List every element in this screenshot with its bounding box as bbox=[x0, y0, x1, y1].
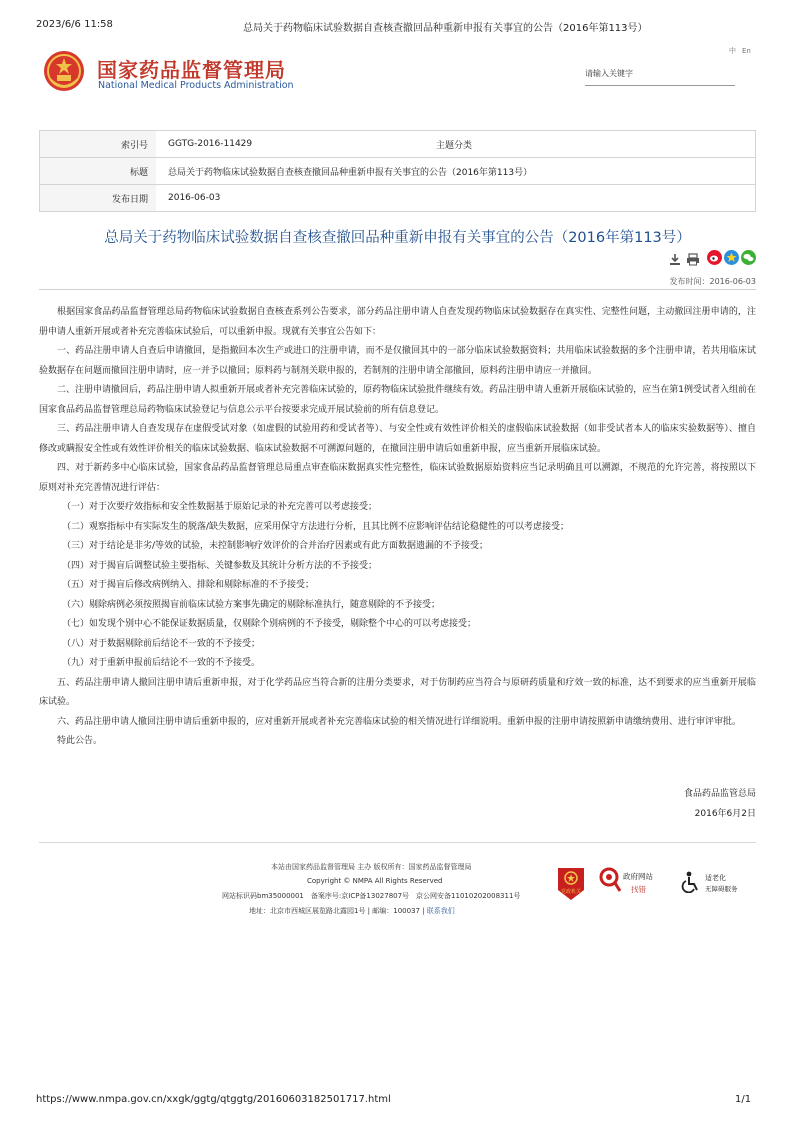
list-item: （六）剔除病例必须按照揭盲前临床试验方案事先确定的剔除标准执行，随意剔除的不予接受； bbox=[62, 599, 441, 610]
gov-website-error-report[interactable] bbox=[599, 867, 653, 897]
contact-us-link[interactable]: 联系我们 bbox=[426, 907, 455, 915]
party-government-badge-icon[interactable] bbox=[556, 866, 586, 902]
category-label: 主题分类 bbox=[436, 140, 473, 151]
accessibility-label: 适老化 bbox=[705, 874, 726, 882]
address-text: 地址：北京市西城区展览路北露园1号 | 邮编：100037 | bbox=[249, 907, 427, 915]
download-icon[interactable] bbox=[669, 251, 681, 270]
qzone-share-icon[interactable] bbox=[724, 250, 739, 269]
list-item: （九）对于重新申报前后结论不一致的不予接受。 bbox=[62, 658, 261, 668]
publish-time: 发布时间：2016-06-03 bbox=[669, 277, 756, 286]
category-value bbox=[536, 131, 756, 158]
date-value: 2016-06-03 bbox=[156, 185, 756, 212]
site-name-en[interactable]: National Medical Products Administration bbox=[98, 80, 294, 91]
divider bbox=[39, 289, 756, 290]
print-page-title: 总局关于药物临床试验数据自查核查撤回品种重新申报有关事宜的公告（2016年第113号） bbox=[243, 23, 648, 34]
accessibility-service[interactable] bbox=[680, 871, 738, 897]
title-label: 标题 bbox=[40, 158, 157, 185]
list-item: （三）对于结论是非劣/等效的试验，未控制影响疗效评价的合并治疗因素或有此方面数据遗漏的不予接受； bbox=[62, 541, 489, 551]
table-row bbox=[40, 158, 756, 185]
index-label: 索引号 bbox=[40, 131, 157, 158]
paragraph: 三、药品注册申请人自查发现存在虚假受试对象（如虚假的试验用药和受试者等）、与安全性或有效性评价相关的虚假临床试验数据（如非受试者本人的临床实验数据等）、擅自修改或瞒报安全性或有效性评价相关的临床试验数据、临床试验数据不可溯源问题的，在撤回注册申请后如重新申报，应当重新开展临床试验。 bbox=[39, 424, 756, 454]
paragraph: 特此公告。 bbox=[57, 736, 103, 746]
list-item: （一）对于次要疗效指标和安全性数据基于原始记录的补充完善可以考虑接受； bbox=[62, 502, 378, 512]
print-page-number: 1/1 bbox=[735, 1094, 752, 1105]
footer-sponsor: 本站由国家药品监督管理局 主办 版权所有：国家药品监督管理局 bbox=[271, 863, 472, 871]
gov-site-label: 政府网站 bbox=[623, 872, 653, 881]
footer-registration: 网站标识码bm35000001 备案序号:京ICP备13027807号 京公网安备11010202008311号 bbox=[222, 892, 521, 900]
paragraph: 五、药品注册申请人撤回注册申请后重新申报，对于化学药品应当符合新的注册分类要求，对于仿制药应当符合与原研药质量和疗效一致的标准，达不到要求的应当重新开展临床试验。 bbox=[39, 677, 756, 707]
paragraph: 一、药品注册申请人自查后申请撤回，是指撤回本次生产或进口的注册申请，而不是仅撤回其中的一部分临床试验数据资料；共用临床试验数据的多个注册申请，若共用临床试验数据存在问题而撤回注册申请时，应一并予以撤回；原料药与制剂关联申报的，若制剂的注册申请全部撤回，原料药注册申请应一并撤回。 bbox=[39, 346, 756, 376]
list-item: （四）对于揭盲后调整试验主要指标、关键参数及其统计分析方法的不予接受； bbox=[62, 560, 378, 571]
title-value: 总局关于药物临床试验数据自查核查撤回品种重新申报有关事宜的公告（2016年第113号） bbox=[156, 158, 756, 185]
magnifier-icon bbox=[599, 867, 621, 893]
article-title: 总局关于药物临床试验数据自查核查撤回品种重新申报有关事宜的公告（2016年第113号） bbox=[104, 230, 691, 246]
table-row bbox=[40, 185, 756, 212]
print-url: https://www.nmpa.gov.cn/xxgk/ggtg/qtggtg/20160603182501717.html bbox=[36, 1094, 391, 1105]
date-label: 发布日期 bbox=[40, 185, 157, 212]
site-name-cn[interactable]: 国家药品监督管理局 bbox=[97, 58, 286, 82]
print-icon[interactable] bbox=[686, 251, 700, 270]
search-input[interactable]: 请输入关键字 bbox=[585, 67, 735, 86]
lang-en-link[interactable]: En bbox=[742, 47, 751, 55]
print-datetime: 2023/6/6 11:58 bbox=[36, 19, 113, 30]
signature-org: 食品药品监管总局 bbox=[683, 789, 756, 799]
lang-zh-link[interactable]: 中 bbox=[729, 47, 736, 55]
national-emblem-icon[interactable] bbox=[42, 49, 86, 93]
list-item: （八）对于数据剔除前后结论不一致的不予接受； bbox=[62, 638, 261, 649]
list-item: （七）如发现个别中心不能保证数据质量，仅剔除个别病例的不予接受，剔除整个中心的可以考虑接受； bbox=[62, 619, 477, 629]
paragraph: 根据国家食品药品监督管理总局药物临床试验数据自查核查系列公告要求，部分药品注册申请人自查发现药物临床试验数据存在真实性、完整性问题，主动撤回注册申请的，注册申请人重新开展或者补充完善临床试验后，可以重新申报。现就有关事宜公告如下： bbox=[39, 307, 756, 337]
signature-date: 2016年6月2日 bbox=[694, 809, 756, 819]
accessibility-sub: 无障碍服务 bbox=[705, 885, 738, 893]
article-body bbox=[39, 303, 756, 752]
gov-site-action: 找错 bbox=[631, 885, 646, 894]
weibo-share-icon[interactable] bbox=[707, 250, 722, 269]
list-item: （二）观察指标中有实际发生的脱落/缺失数据，应采用保守方法进行分析，且其比例不应影响评估结论稳健性的可以考虑接受； bbox=[62, 521, 570, 532]
table-row bbox=[40, 131, 756, 158]
paragraph: 二、注册申请撤回后，药品注册申请人拟重新开展或者补充完善临床试验的，原药物临床试验批件继续有效。药品注册申请人重新开展临床试验的，应当在第1例受试者入组前在国家食品药品监督管理总局药物临床试验登记与信息公示平台按要求完成开展试验前的所有信息登记。 bbox=[39, 385, 756, 415]
footer-copyright: Copyright © NMPA All Rights Reserved bbox=[307, 877, 443, 885]
index-value: GGTG-2016-11429 bbox=[168, 139, 253, 149]
language-switch bbox=[729, 46, 757, 56]
article-metadata-table bbox=[39, 130, 756, 212]
party-badge-label: 党政机关 bbox=[560, 889, 582, 895]
footer-address bbox=[249, 906, 455, 916]
wechat-share-icon[interactable] bbox=[741, 250, 756, 269]
paragraph: 六、药品注册申请人撤回注册申请后重新申报的，应对重新开展或者补充完善临床试验的相关情况进行详细说明。重新申报的注册申请按照新申请缴纳费用、进行审评审批。 bbox=[57, 716, 742, 727]
paragraph: 四、对于新药多中心临床试验，国家食品药品监督管理总局重点审查临床数据真实性完整性，临床试验数据原始资料应当记录明确且可以溯源，不规范的允许完善，将按照以下原则对补充完善情况进行评估： bbox=[39, 463, 756, 493]
list-item: （五）对于揭盲后修改病例纳入、排除和剔除标准的不予接受； bbox=[62, 580, 315, 590]
accessibility-icon bbox=[680, 871, 700, 893]
footer-divider bbox=[39, 842, 756, 843]
